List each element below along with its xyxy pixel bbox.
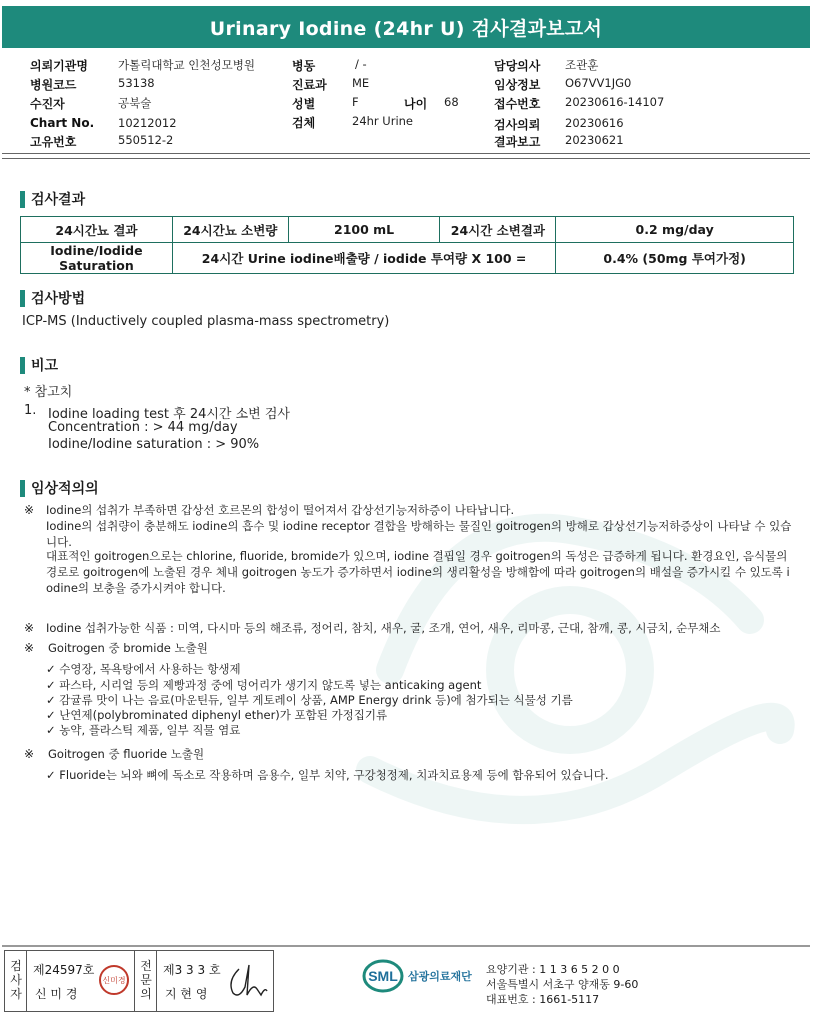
- ward-value: / -: [355, 57, 367, 71]
- chart-value: 10212012: [118, 116, 177, 130]
- table-cell: 2100 mL: [288, 217, 440, 243]
- table-cell: 24시간뇨 결과: [21, 217, 173, 243]
- unique-value: 550512-2: [118, 133, 174, 147]
- bromide-item: ✓ 감귤류 맛이 나는 음료(마운틴듀, 일부 게토레이 상품, AMP Energy drink 등)에 첨가되는 식물성 기름: [46, 693, 573, 707]
- divider: [2, 158, 810, 159]
- patient-value: 공북술: [118, 96, 152, 110]
- clinical-paragraph-3a: 대표적인 goitrogen으로는 chlorine, fluoride, bromide가 있으며, iodine 결핍일 경우 goitrogen의 독성은 급증하게 됩니다. 환경요인, 음식물의: [46, 549, 788, 563]
- heading-marker: [20, 357, 25, 374]
- clinical-heading-text: 임상적의의: [31, 481, 99, 497]
- fluoride-item: ✓ Fluoride는 뇌와 뼈에 독소로 작용하며 음용수, 일부 치약, 구강청정제, 치과치료용제 등에 함유되어 있습니다.: [46, 768, 609, 782]
- fluoride-title: Goitrogen 중 fluoride 노출원: [48, 747, 205, 761]
- remark-title: Iodine loading test 후 24시간 소변 검사: [48, 407, 290, 422]
- results-heading: [20, 189, 85, 209]
- table-cell: 0.4% (50mg 투여가정): [556, 243, 794, 274]
- confirmer-label-cell: [135, 951, 157, 1011]
- unique-label: 고유번호: [30, 135, 77, 149]
- heading-marker: [20, 191, 25, 208]
- result-table: [20, 216, 794, 274]
- report-label: 결과보고: [494, 135, 541, 149]
- clinical-paragraph-3c: odine의 보충을 증가시켜야 합니다.: [46, 581, 226, 595]
- inspector-cell: [27, 951, 135, 1011]
- dept-value: ME: [352, 76, 370, 90]
- doctor-label: 담당의사: [494, 59, 541, 73]
- table-row: [21, 243, 794, 274]
- results-heading-text: 검사결과: [31, 192, 86, 208]
- ward-label: 병동: [292, 59, 316, 73]
- inspector-label-char: 사: [10, 973, 22, 987]
- clinical-paragraph-1: Iodine의 섭취가 부족하면 갑상선 호르몬의 합성이 떨어져서 갑상선기능저하증이 나타납니다.: [46, 503, 515, 517]
- confirmer-label-char: 의: [140, 987, 152, 1001]
- clinical-info-label: 임상정보: [494, 78, 541, 92]
- sex-value: F: [352, 95, 359, 109]
- sml-logo-icon: [362, 958, 404, 994]
- clinical-heading: [20, 478, 99, 498]
- note-mark: ※: [24, 641, 35, 655]
- institution-code: 요양기관 : 1 1 3 6 5 2 0 0: [486, 963, 620, 976]
- patient-label: 수진자: [30, 97, 65, 111]
- table-cell: Iodine/Iodide Saturation: [21, 243, 173, 274]
- bromide-item: ✓ 난연제(polybrominated diphenyl ether)가 포함된 가정집기류: [46, 708, 388, 722]
- hospital-value: 가톨릭대학교 인천성모병원: [118, 58, 255, 72]
- remark-saturation: Iodine/Iodine saturation : > 90%: [48, 437, 260, 452]
- inspector-label-char: 자: [10, 987, 22, 1001]
- table-cell: 24시간 Urine iodine배출량 / iodide 투여량 X 100 =: [172, 243, 555, 274]
- report-value: 20230621: [565, 133, 624, 147]
- specimen-label: 검체: [292, 116, 316, 130]
- table-cell: 24시간뇨 소변량: [172, 217, 288, 243]
- note-mark: ※: [24, 621, 35, 635]
- clinical-paragraph-2a: Iodine의 섭취량이 충분해도 iodine의 흡수 및 iodine receptor 결합을 방해하는 물질인 goitrogen의 방해로 갑상선기능저하증상이 나타날 수 있습: [46, 519, 792, 533]
- inspector-name: 신 미 경: [35, 987, 78, 1001]
- code-value: 53138: [118, 76, 155, 90]
- bromide-item: ✓ 농약, 플라스틱 제품, 일부 직물 염료: [46, 723, 241, 737]
- table-cell: 24시간 소변결과: [440, 217, 556, 243]
- bromide-title: Goitrogen 중 bromide 노출원: [48, 641, 208, 655]
- table-row: [21, 217, 794, 243]
- inspector-number: 제24597호: [33, 963, 95, 977]
- clinical-paragraph-2b: 니다.: [46, 535, 72, 549]
- bromide-item: ✓ 수영장, 목욕탕에서 사용하는 항생제: [46, 662, 241, 676]
- chart-label: Chart No.: [30, 116, 95, 130]
- confirmer-number: 제3 3 3 호: [163, 963, 221, 977]
- confirmer-label-char: 전: [140, 959, 152, 973]
- hospital-label: 의뢰기관명: [30, 59, 88, 73]
- receipt-value: 20230616-14107: [565, 95, 665, 109]
- heading-marker: [20, 480, 25, 497]
- report-title: Urinary Iodine (24hr U) 검사결과보고서: [2, 6, 810, 48]
- note-mark: ※: [24, 747, 35, 761]
- signature-icon: [225, 957, 269, 1003]
- confirmer-name: 지 현 영: [165, 987, 208, 1001]
- code-label: 병원코드: [30, 78, 77, 92]
- footer-info: [486, 962, 638, 1007]
- iodine-foods: Iodine 섭취가능한 식품 : 미역, 다시마 등의 해조류, 정어리, 참치, 새우, 굴, 조개, 연어, 새우, 리마콩, 근대, 참깨, 콩, 시금치, 순무채소: [46, 621, 721, 635]
- footer-divider: [2, 945, 810, 947]
- age-value: 68: [444, 95, 459, 109]
- method-heading: [20, 288, 85, 308]
- confirmer-cell: [157, 951, 273, 1011]
- clinical-paragraph-3b: 경로로 goitrogen에 노출된 경우 체내 goitrogen 농도가 증가하면서 iodine의 생리활성을 방해함에 따라 goitrogen의 배설을 증가시킬 수 있도록 i: [46, 565, 790, 579]
- age-label: 나이: [404, 97, 428, 111]
- request-label: 검사의뢰: [494, 118, 541, 132]
- dept-label: 진료과: [292, 78, 327, 92]
- request-value: 20230616: [565, 116, 624, 130]
- bromide-item: ✓ 파스타, 시리얼 등의 제빵과정 중에 덩어리가 생기지 않도록 넣는 anticaking agent: [46, 678, 482, 692]
- remark-concentration: Concentration : > 44 mg/day: [48, 420, 238, 435]
- sml-logo: [362, 958, 472, 994]
- inspector-label-cell: [5, 951, 27, 1011]
- svg-text:SML: SML: [368, 968, 398, 984]
- divider: [2, 153, 810, 154]
- confirmer-label-char: 문: [140, 973, 152, 987]
- patient-info: [0, 55, 813, 151]
- inspector-label-char: 검: [10, 959, 22, 973]
- receipt-label: 접수번호: [494, 97, 541, 111]
- signature-box: [4, 950, 274, 1012]
- specimen-value: 24hr Urine: [352, 114, 414, 128]
- foundation-name: 삼광의료재단: [408, 970, 472, 983]
- doctor-value: 조관훈: [565, 58, 599, 72]
- note-mark: ※: [24, 503, 35, 517]
- address: 서울특별시 서초구 양재동 9-60: [486, 978, 639, 991]
- remark-number: 1.: [24, 403, 37, 418]
- seal-text: 신미경: [102, 975, 126, 985]
- sex-label: 성별: [292, 97, 316, 111]
- heading-marker: [20, 290, 25, 307]
- method-heading-text: 검사방법: [31, 291, 86, 307]
- phone: 대표번호 : 1661-5117: [486, 993, 600, 1006]
- clinical-info-value: O67VV1JG0: [565, 76, 632, 90]
- table-cell: 0.2 mg/day: [556, 217, 794, 243]
- inspector-seal-icon: [99, 965, 129, 995]
- reference-note: * 참고치: [24, 385, 73, 400]
- remarks-heading: [20, 355, 58, 375]
- remarks-heading-text: 비고: [31, 358, 59, 374]
- method-text: ICP-MS (Inductively coupled plasma-mass spectrometry): [22, 314, 390, 329]
